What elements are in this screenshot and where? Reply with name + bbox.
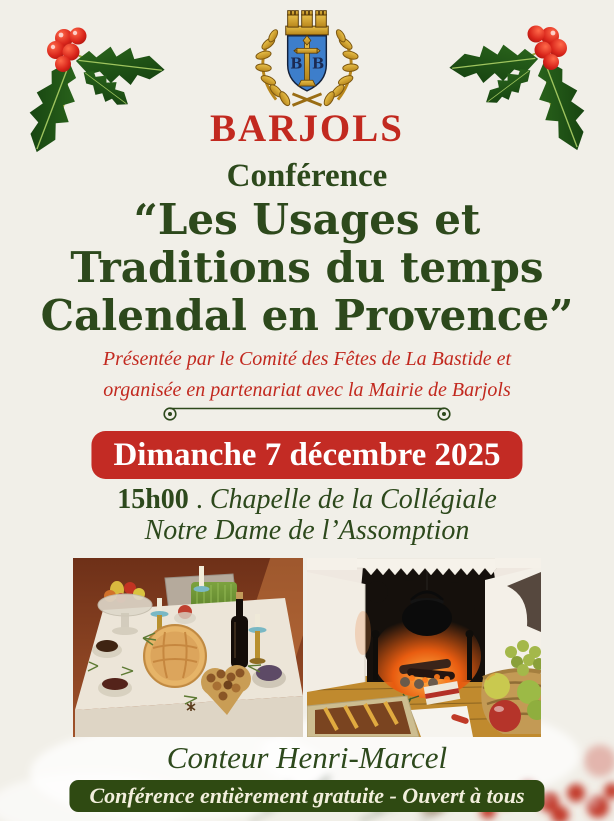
main-title-line3: Calendal en Provence” (40, 291, 574, 340)
date-banner: Dimanche 7 décembre 2025 (91, 431, 522, 479)
main-title-line1: “Les Usages et (133, 195, 481, 244)
schedule-line1 (0, 484, 614, 515)
venue-line1: Chapelle de la Collégiale (209, 484, 497, 515)
organizers-line1: Présentée par le Comité des Fêtes de La Bastide et (102, 348, 512, 370)
footer-banner: Conférence entièrement gratuite - Ouvert à tous (69, 780, 544, 812)
organizers-text (0, 344, 614, 406)
thirteen-desserts-table-photo (73, 558, 303, 737)
scroll-flourish-divider-icon (161, 402, 453, 422)
main-title-line2: Traditions du temps (70, 243, 544, 292)
event-kind-heading: Conférence (226, 158, 388, 194)
photo-row (0, 558, 614, 737)
fireplace-cauldron-photo (307, 558, 541, 737)
organizers-line2: organisée en partenariat avec la Mairie de Barjols (103, 379, 511, 401)
schedule-separator: . (195, 484, 203, 515)
barjols-coat-of-arms-icon (249, 6, 365, 112)
town-name: BARJOLS (210, 107, 404, 150)
schedule (0, 484, 614, 546)
storyteller-name: Conteur Henri-Marcel (166, 740, 448, 775)
coat-of-arms (249, 6, 365, 112)
crest-letter-right: B (311, 55, 325, 73)
flourish-divider (161, 402, 453, 422)
time-value: 15h00 (117, 484, 189, 515)
crest-letter-left: B (290, 55, 303, 73)
main-title (0, 196, 614, 340)
venue-line2: Notre Dame de l’Assomption (144, 515, 470, 546)
